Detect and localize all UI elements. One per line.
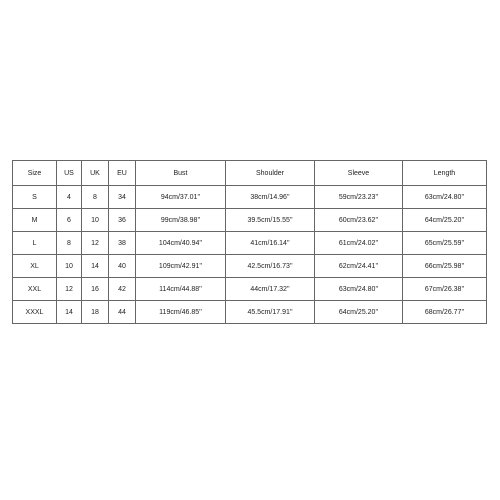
table-cell: 40	[109, 255, 136, 278]
table-cell: 60cm/23.62''	[315, 209, 403, 232]
table-cell: 104cm/40.94''	[136, 232, 226, 255]
table-cell: 12	[57, 278, 82, 301]
table-cell: 16	[82, 278, 109, 301]
table-cell: XXXL	[13, 301, 57, 324]
table-row	[13, 232, 487, 255]
table-cell: 94cm/37.01''	[136, 186, 226, 209]
table-cell: 42.5cm/16.73''	[226, 255, 315, 278]
header-cell: Sleeve	[315, 161, 403, 186]
header-cell: Bust	[136, 161, 226, 186]
table-cell: 62cm/24.41''	[315, 255, 403, 278]
table-cell: 8	[57, 232, 82, 255]
table-cell: L	[13, 232, 57, 255]
table-cell: 34	[109, 186, 136, 209]
table-cell: 14	[57, 301, 82, 324]
table-row	[13, 301, 487, 324]
table-cell: 36	[109, 209, 136, 232]
table-header-row	[13, 161, 487, 186]
header-cell: UK	[82, 161, 109, 186]
header-cell: EU	[109, 161, 136, 186]
table-cell: 65cm/25.59''	[403, 232, 487, 255]
table-row	[13, 278, 487, 301]
table-cell: 44	[109, 301, 136, 324]
table-cell: 44cm/17.32''	[226, 278, 315, 301]
table-cell: S	[13, 186, 57, 209]
table-cell: 64cm/25.20''	[315, 301, 403, 324]
table-cell: 45.5cm/17.91''	[226, 301, 315, 324]
table-cell: M	[13, 209, 57, 232]
table-cell: 10	[82, 209, 109, 232]
table-cell: 42	[109, 278, 136, 301]
table-cell: 10	[57, 255, 82, 278]
table-cell: 61cm/24.02''	[315, 232, 403, 255]
table-cell: 12	[82, 232, 109, 255]
table-cell: 4	[57, 186, 82, 209]
table-cell: 38	[109, 232, 136, 255]
table-row	[13, 186, 487, 209]
table-cell: 41cm/16.14''	[226, 232, 315, 255]
table-cell: 38cm/14.96''	[226, 186, 315, 209]
table-cell: 99cm/38.98''	[136, 209, 226, 232]
header-cell: Length	[403, 161, 487, 186]
table-cell: 68cm/26.77''	[403, 301, 487, 324]
table-cell: 59cm/23.23''	[315, 186, 403, 209]
table-cell: 64cm/25.20''	[403, 209, 487, 232]
table-cell: 109cm/42.91''	[136, 255, 226, 278]
table-cell: XL	[13, 255, 57, 278]
table-cell: 6	[57, 209, 82, 232]
table-cell: 119cm/46.85''	[136, 301, 226, 324]
table-cell: 18	[82, 301, 109, 324]
header-cell: Shoulder	[226, 161, 315, 186]
table-row	[13, 255, 487, 278]
table-cell: 66cm/25.98''	[403, 255, 487, 278]
table-cell: 39.5cm/15.55''	[226, 209, 315, 232]
header-cell: Size	[13, 161, 57, 186]
header-cell: US	[57, 161, 82, 186]
size-chart-table	[12, 160, 487, 324]
table-cell: 63cm/24.80''	[403, 186, 487, 209]
table-cell: 114cm/44.88''	[136, 278, 226, 301]
table-cell: 63cm/24.80''	[315, 278, 403, 301]
table-cell: XXL	[13, 278, 57, 301]
table-row	[13, 209, 487, 232]
table-cell: 8	[82, 186, 109, 209]
table-cell: 14	[82, 255, 109, 278]
table-cell: 67cm/26.38''	[403, 278, 487, 301]
